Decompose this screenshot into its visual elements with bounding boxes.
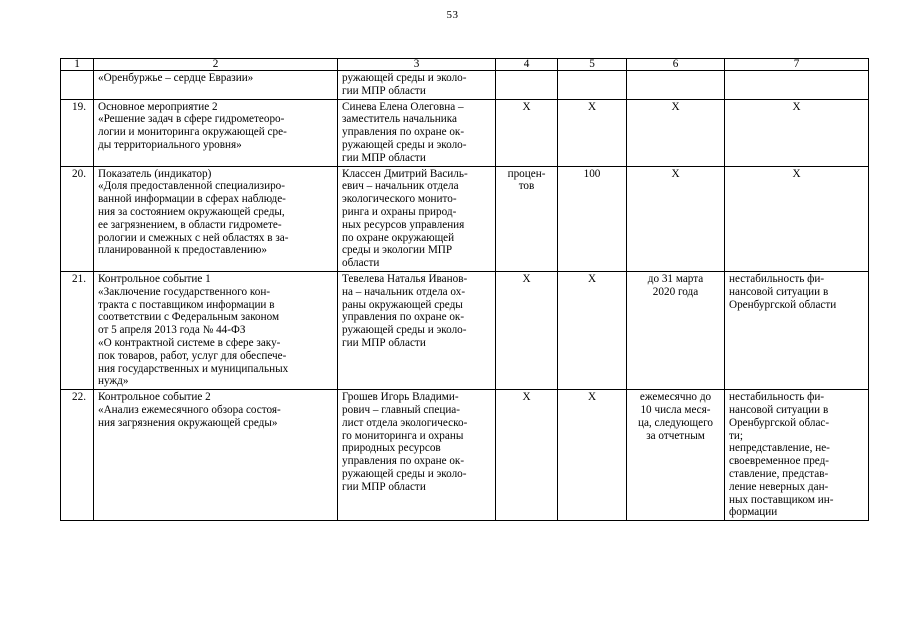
unit: Х	[496, 390, 558, 521]
deadline	[627, 71, 725, 100]
table-row	[61, 271, 869, 389]
column-header-4: 4	[496, 59, 558, 71]
responsible-person: Грошев Игорь Владими- рович – главный специа- лист отдела экологическо- го мониторинга и охраны природных ресурсов управления по охране ок- ружающей среды и эколо- гии МПР области	[338, 390, 496, 521]
deadline: ежемесячно до 10 числа меся- ца, следующего за отчетным	[627, 390, 725, 521]
column-header-6: 6	[627, 59, 725, 71]
risks: нестабильность фи- нансовой ситуации в Оренбургской области	[725, 271, 869, 389]
column-header-3: 3	[338, 59, 496, 71]
row-number	[61, 71, 94, 100]
event-name: Контрольное событие 1 «Заключение государственного кон- тракта с поставщиком информации в соответствии с Федеральным законом от 5 апреля 2013 года № 44-ФЗ «О контрактной системе в сфере заку- пок товаров, работ, услуг для обеспече- ния государственных и муниципальных нужд»	[94, 271, 338, 389]
header-row	[61, 59, 869, 71]
table-row	[61, 71, 869, 100]
row-number: 20.	[61, 166, 94, 271]
deadline: до 31 марта 2020 года	[627, 271, 725, 389]
unit	[496, 71, 558, 100]
responsible-person: ружающей среды и эколо- гии МПР области	[338, 71, 496, 100]
column-header-5: 5	[558, 59, 627, 71]
unit: процен- тов	[496, 166, 558, 271]
row-number: 22.	[61, 390, 94, 521]
responsible-person: Синева Елена Олеговна – заместитель начальника управления по охране ок- ружающей среды и эколо- гии МПР области	[338, 99, 496, 166]
deadline: Х	[627, 99, 725, 166]
risks: Х	[725, 166, 869, 271]
column-header-1: 1	[61, 59, 94, 71]
target-value: Х	[558, 271, 627, 389]
event-name: Показатель (индикатор) «Доля предоставленной специализиро- ванной информации в сферах наблюде- ния за состоянием окружающей среды, ее загрязнением, в области гидромете- рологии и смежных с ней областях в за- планированной к предоставлению»	[94, 166, 338, 271]
plan-table	[60, 58, 869, 521]
row-number: 21.	[61, 271, 94, 389]
column-header-2: 2	[94, 59, 338, 71]
target-value	[558, 71, 627, 100]
deadline: Х	[627, 166, 725, 271]
risks: Х	[725, 99, 869, 166]
column-header-7: 7	[725, 59, 869, 71]
table-row	[61, 390, 869, 521]
unit: Х	[496, 99, 558, 166]
event-name: Контрольное событие 2 «Анализ ежемесячного обзора состоя- ния загрязнения окружающей среды»	[94, 390, 338, 521]
responsible-person: Тевелева Наталья Иванов- на – начальник отдела ох- раны окружающей среды управления по охране ок- ружающей среды и эколо- гии МПР области	[338, 271, 496, 389]
target-value: Х	[558, 390, 627, 521]
target-value: 100	[558, 166, 627, 271]
responsible-person: Классен Дмитрий Василь- евич – начальник отдела экологического монито- ринга и охраны природ- ных ресурсов управления по охране окружающей среды и экологии МПР области	[338, 166, 496, 271]
event-name: «Оренбуржье – сердце Евразии»	[94, 71, 338, 100]
risks	[725, 71, 869, 100]
target-value: Х	[558, 99, 627, 166]
event-name: Основное мероприятие 2 «Решение задач в сфере гидрометеоро- логии и мониторинга окружающей сре- ды территориального уровня»	[94, 99, 338, 166]
unit: Х	[496, 271, 558, 389]
page-number: 53	[446, 9, 459, 21]
table-row	[61, 166, 869, 271]
table-row	[61, 99, 869, 166]
row-number: 19.	[61, 99, 94, 166]
risks: нестабильность фи- нансовой ситуации в Оренбургской облас- ти; непредставление, не- своевременное пред- ставление, представ- ление неверных дан- ных поставщиком ин- формации	[725, 390, 869, 521]
